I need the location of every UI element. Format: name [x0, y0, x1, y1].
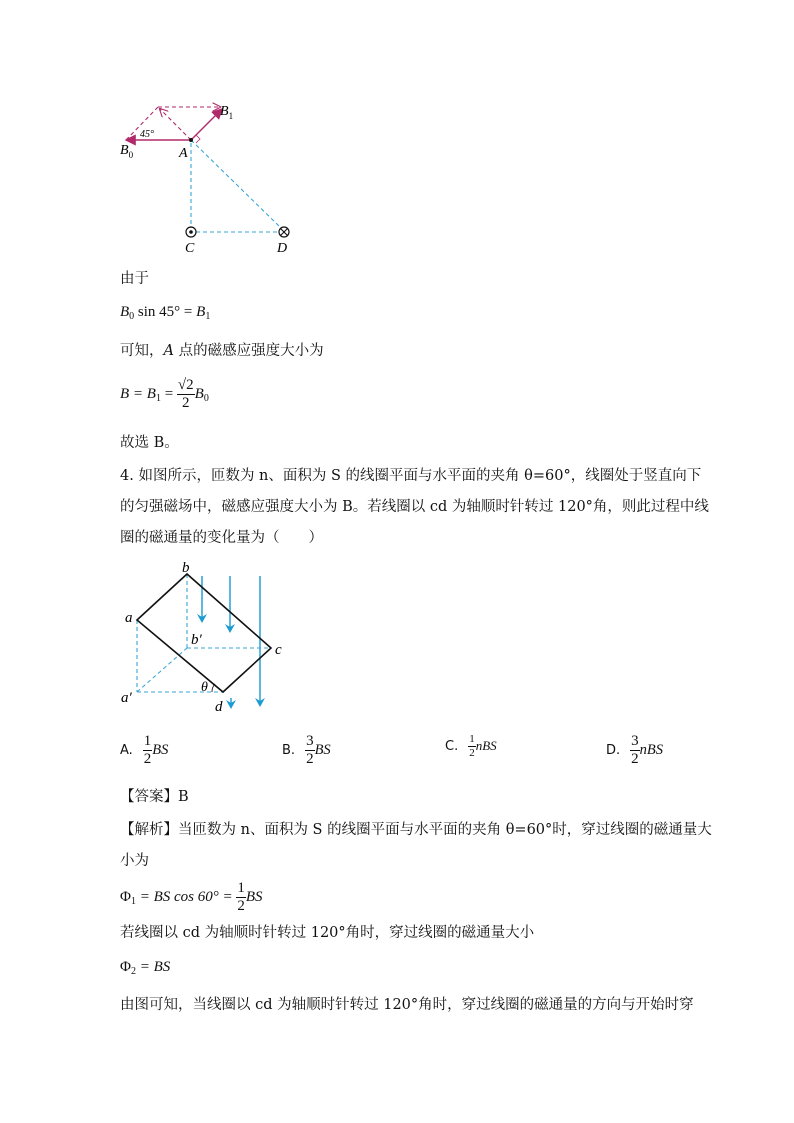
coil-abcd: [137, 574, 271, 692]
option-a[interactable]: A. $\frac{1}{2}$ BS: [120, 733, 169, 767]
label-c: C: [185, 241, 195, 256]
option-b[interactable]: B. $\frac{3}{2}$ BS: [282, 733, 331, 767]
question-4-line3: 圈的磁通量的变化量为（ ）: [120, 530, 323, 546]
analysis-line3: 若线圈以 cd 为轴顺时针转过 120°角时，穿过线圈的磁通量大小: [120, 925, 535, 941]
option-d[interactable]: D. $\frac{3}{2}$ nBS: [606, 733, 664, 767]
equation-phi1: $\Phi_1$ = BS cos 60° = $\frac{1}{2}$ BS: [120, 880, 263, 914]
dashed-resultant: [160, 109, 191, 140]
label-theta: θ: [201, 680, 208, 695]
label-coil-b: b: [182, 560, 190, 576]
label-coil-a: a: [125, 610, 133, 626]
analysis-line1: 【解析】当匝数为 n、面积为 S 的线圈平面与水平面的夹角 θ=60°时，穿过线圈的磁通量大: [120, 822, 712, 838]
label-coil-c: c: [275, 642, 282, 658]
label-a-prime: a′: [121, 690, 132, 706]
vector-b1: [191, 109, 222, 140]
right-angle-mark: [196, 135, 200, 143]
figure-coil-diagram: [115, 558, 305, 718]
text-line-youyu: 由于: [120, 271, 149, 287]
label-coil-d: d: [215, 699, 223, 715]
label-b1: $B_1$: [220, 104, 234, 121]
equation-phi2: $\Phi_2$ = BS: [120, 959, 171, 977]
text-line-guxuan: 故选 B。: [120, 435, 179, 451]
question-4-line2: 的匀强磁场中，磁感应强度大小为 B。若线圈以 cd 为轴顺时针转过 120°角，则此过程中线: [120, 499, 709, 515]
analysis-line2: 小为: [120, 853, 149, 869]
equation-b0-sin45: $B_0$ $\sin 45^\circ = B_1$: [120, 304, 211, 322]
label-b-prime: b′: [191, 632, 202, 648]
text-line-kezhi: 可知，A 点的磁感应强度大小为: [120, 343, 324, 359]
analysis-line4: 由图可知，当线圈以 cd 为轴顺时针转过 120°角时，穿过线圈的磁通量的方向与开始时穿: [120, 997, 694, 1013]
theta-arc: [212, 684, 215, 692]
label-d: D: [277, 241, 288, 256]
figure-vector-diagram: [110, 95, 310, 260]
question-4-line1: 4. 如图所示，匝数为 n、面积为 S 的线圈平面与水平面的夹角 θ=60°，线圈处于竖直向下: [120, 468, 702, 484]
label-a: A: [179, 146, 188, 161]
label-angle: 45°: [140, 129, 154, 140]
option-c[interactable]: C. $\frac{1}{2}$ nBS: [445, 733, 497, 759]
label-b0: $B_0$: [120, 143, 134, 160]
answer-line: 【答案】B: [120, 789, 189, 805]
equation-b-result: $B = B_1$ = $\frac{√2}{2}$ $B_0$: [120, 377, 209, 411]
point-a: [189, 138, 193, 142]
dashed-ad: [191, 140, 280, 227]
